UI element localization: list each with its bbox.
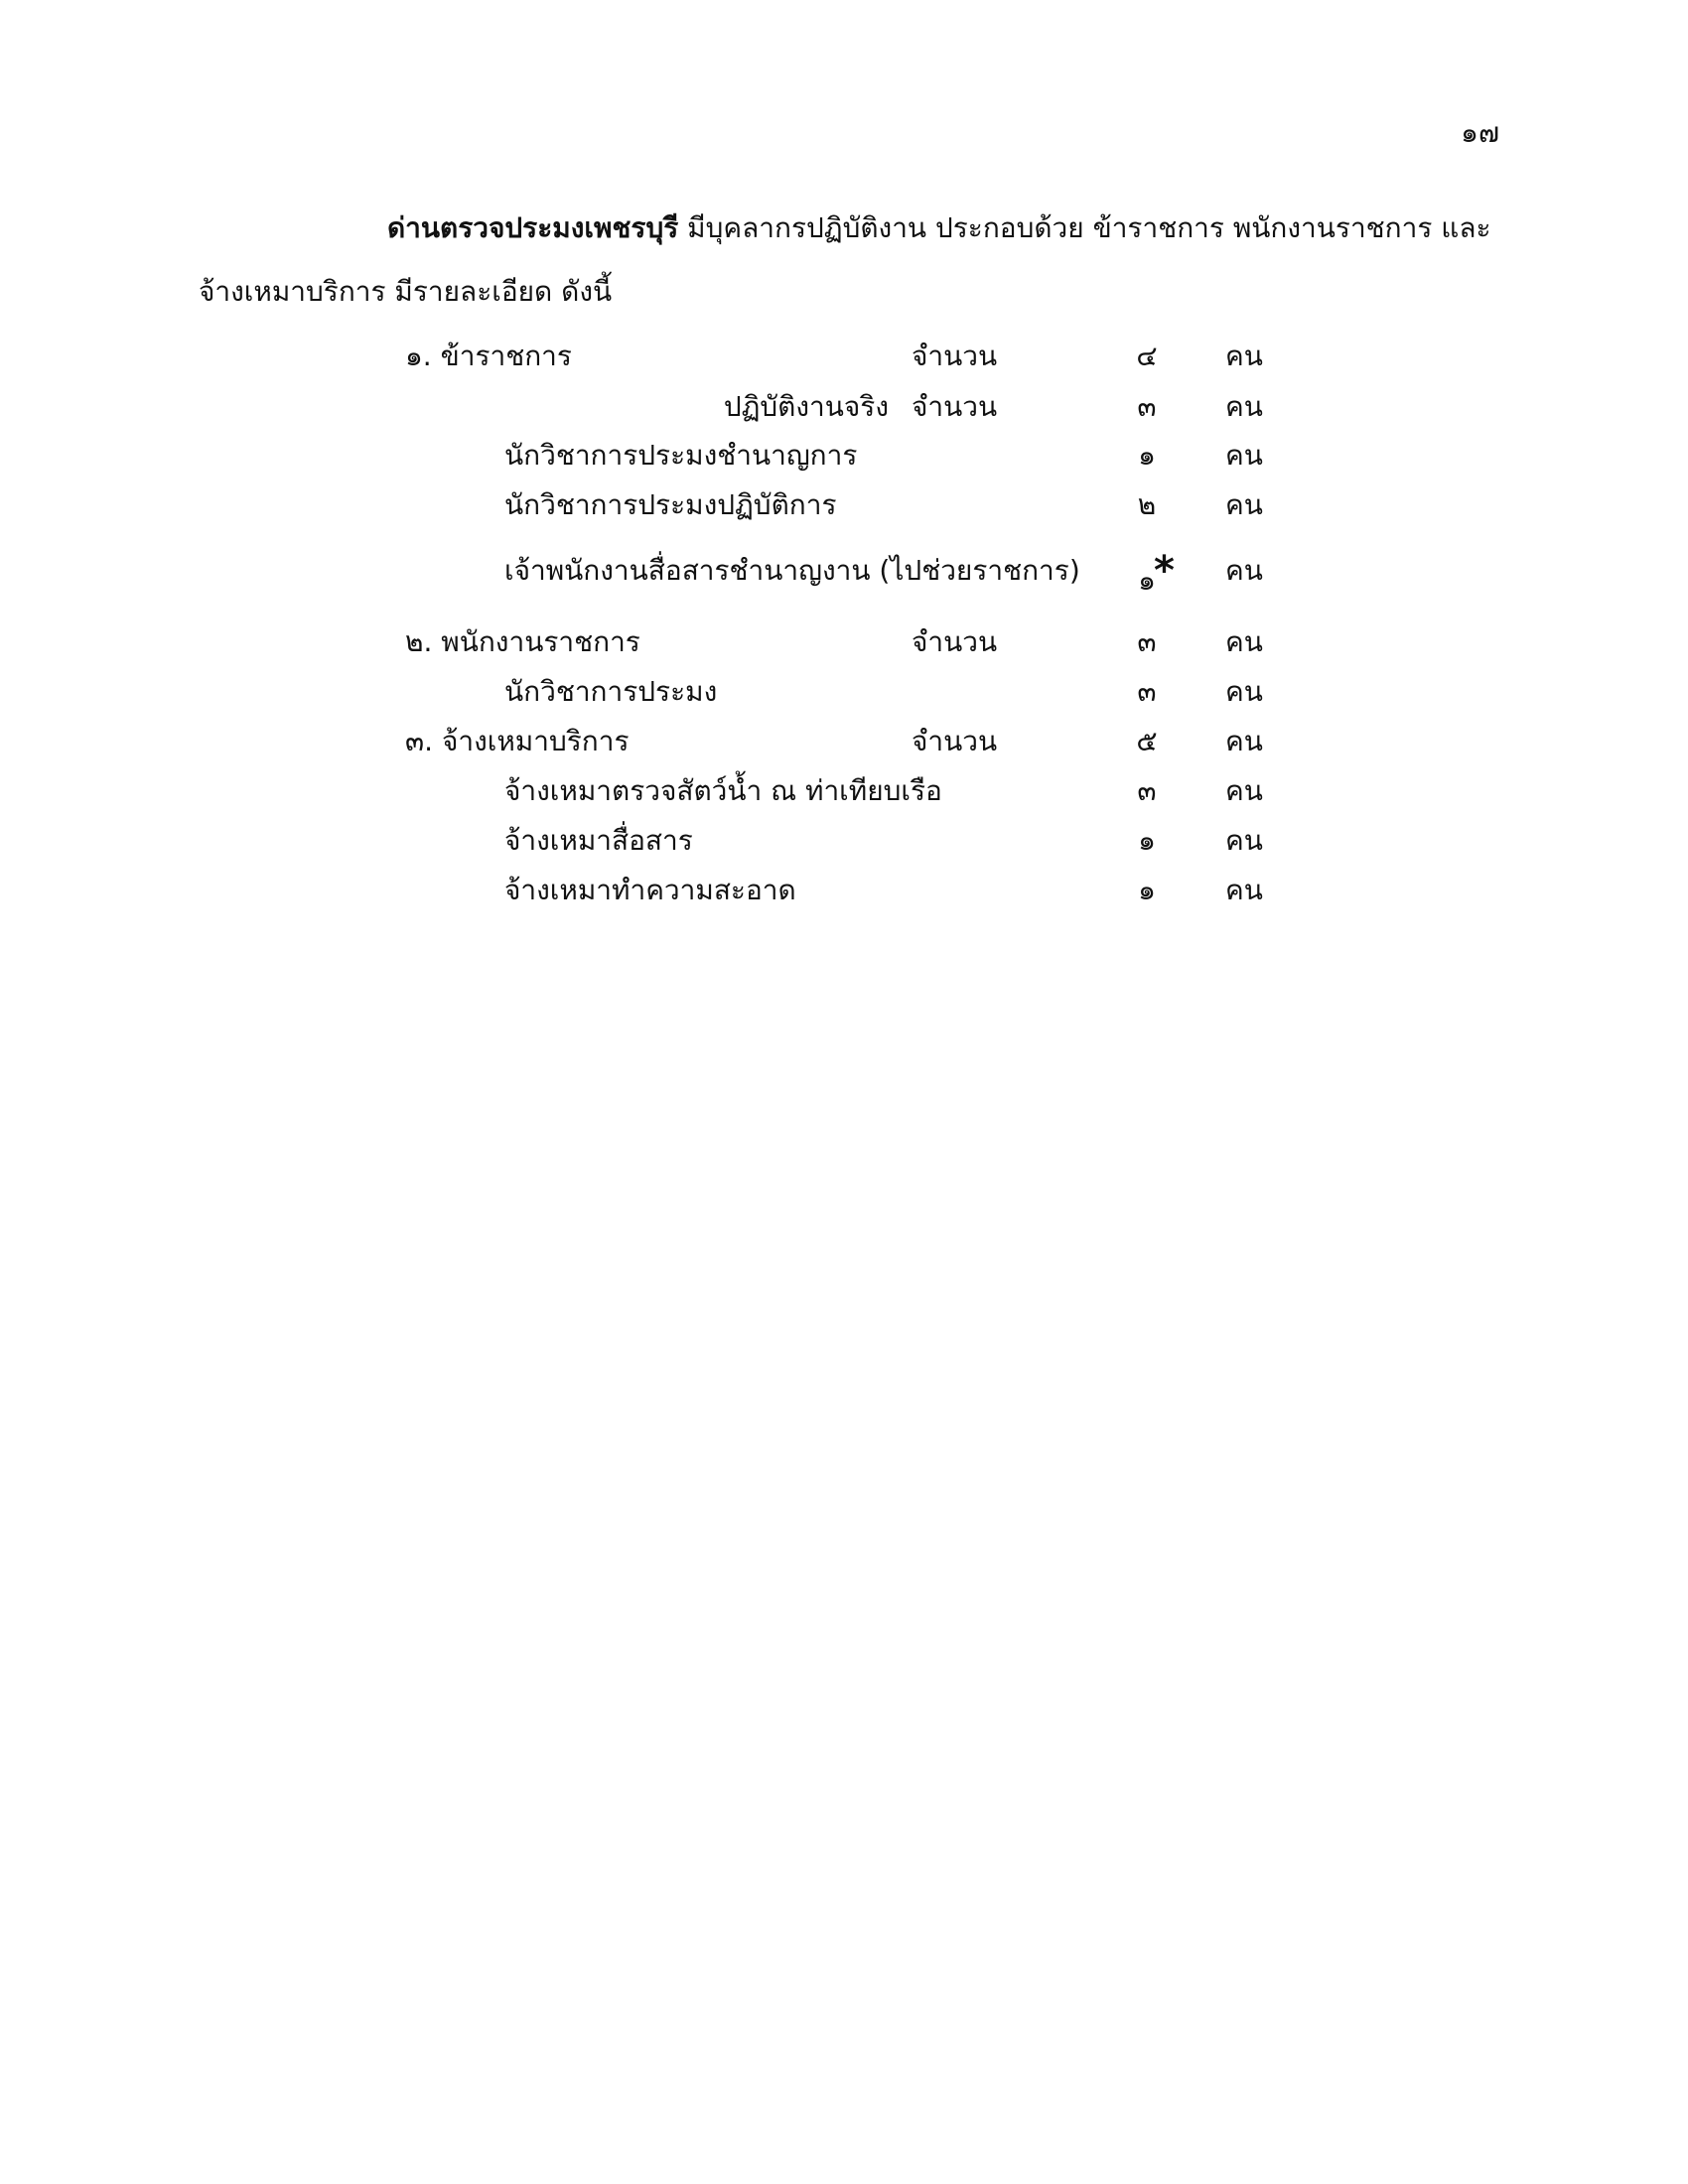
position-name: จ้างเหมาสื่อสาร	[504, 824, 693, 857]
position-name: เจ้าพนักงานสื่อสารชำนาญงาน (ไปช่วยราชการ)	[504, 554, 1080, 587]
asterisk-mark: *	[1154, 548, 1175, 594]
unit-label: คน	[1225, 675, 1263, 708]
staff-row-position	[0, 431, 1688, 480]
staff-count: ๑	[1138, 564, 1156, 597]
office-name: ด่านตรวจประมงเพชรบุรี	[387, 211, 679, 244]
unit-label: คน	[1225, 824, 1263, 857]
category-name: ๑. ข้าราชการ	[405, 340, 572, 372]
staff-count: ๔	[1136, 340, 1158, 372]
staff-row-contractors	[0, 717, 1688, 766]
staff-count: ๒	[1137, 488, 1157, 521]
unit-label: คน	[1225, 439, 1263, 472]
staff-row-position	[0, 667, 1688, 717]
staff-row-position	[0, 866, 1688, 915]
unit-label: คน	[1225, 340, 1263, 372]
unit-label: คน	[1225, 874, 1263, 906]
count-label: จำนวน	[912, 390, 998, 423]
position-name: จ้างเหมาตรวจสัตว์น้ำ ณ ท่าเทียบเรือ	[504, 774, 942, 807]
staff-count: ๓	[1137, 675, 1157, 708]
staff-count: ๑	[1138, 439, 1156, 472]
actual-working-label: ปฏิบัติงานจริง	[723, 390, 889, 423]
staff-row-position	[0, 546, 1688, 596]
staff-count: ๕	[1136, 725, 1158, 757]
category-name: ๓. จ้างเหมาบริการ	[405, 725, 630, 757]
position-name: นักวิชาการประมง	[504, 675, 718, 708]
count-label: จำนวน	[912, 725, 998, 757]
count-label: จำนวน	[912, 340, 998, 372]
staff-count: ๓	[1137, 390, 1157, 423]
staff-row-government-employees	[0, 617, 1688, 667]
unit-label: คน	[1225, 390, 1263, 423]
staff-count: ๑	[1138, 824, 1156, 857]
staff-row-position	[0, 480, 1688, 530]
intro-text: มีบุคลากรปฏิบัติงาน ประกอบด้วย ข้าราชการ พนักงานราชการ และจ้างเหมาบริการ มีรายละเอียด ดังนี้	[199, 211, 1491, 308]
intro-paragraph	[199, 197, 1499, 324]
unit-label: คน	[1225, 725, 1263, 757]
category-name: ๒. พนักงานราชการ	[405, 625, 640, 658]
position-name: นักวิชาการประมงชำนาญการ	[504, 439, 858, 472]
staff-row-position	[0, 766, 1688, 816]
staff-row-civil-servants	[0, 332, 1688, 381]
page-number: ๑๗	[1461, 116, 1499, 149]
unit-label: คน	[1225, 774, 1263, 807]
unit-label: คน	[1225, 488, 1263, 521]
staff-row-position	[0, 816, 1688, 866]
staff-count: ๑	[1138, 874, 1156, 906]
unit-label: คน	[1225, 625, 1263, 658]
count-label: จำนวน	[912, 625, 998, 658]
staff-count: ๓	[1137, 774, 1157, 807]
staff-row-actual-working	[0, 382, 1688, 432]
staff-count: ๓	[1137, 625, 1157, 658]
position-name: จ้างเหมาทำความสะอาด	[504, 874, 796, 906]
unit-label: คน	[1225, 554, 1263, 587]
position-name: นักวิชาการประมงปฏิบัติการ	[504, 488, 837, 521]
